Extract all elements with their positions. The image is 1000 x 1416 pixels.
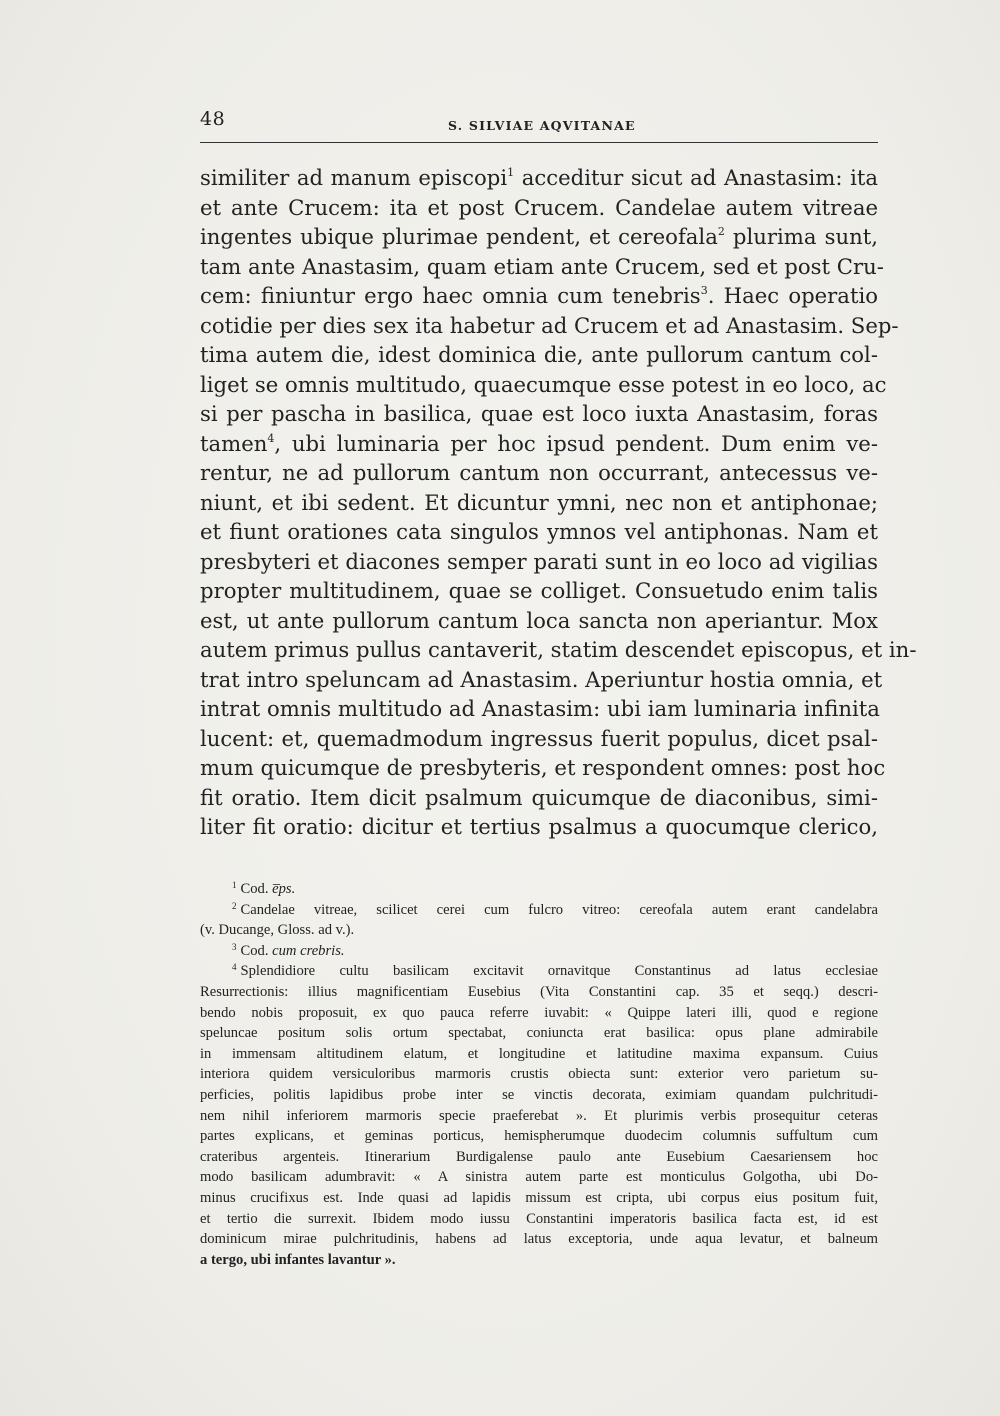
main-text-body — [200, 163, 917, 842]
running-head: S. SILVIAE AQVITANAE — [448, 118, 636, 133]
text-line: si per pascha in basilica, quae est loco iuxta Anastasim, foras — [200, 401, 878, 426]
text-line: tamen$^4$, ubi luminaria per hoc ipsud pendent. Dum enim ve- — [200, 430, 878, 456]
footnote-2-cont: (v. Ducange, Gloss. ad v.). — [200, 922, 355, 939]
text-line: intrat omnis multitudo ad Anastasim: ubi iam luminaria infinita — [200, 696, 880, 721]
footnote-4-line: interiora quidem versiculoribus marmoris crustis obiecta sunt: exterior vero parietum su- — [200, 1066, 878, 1083]
page-header — [200, 108, 878, 143]
text-line: tima autem die, idest dominica die, ante pullorum cantum col- — [200, 342, 878, 367]
text-line: cotidie per dies sex ita habetur ad Crucem et ad Anastasim. Sep- — [200, 312, 899, 338]
text-line: mum quicumque de presbyteris, et respondent omnes: post hoc — [200, 755, 886, 780]
text-line: presbyteri et diacones semper parati sunt in eo loco ad vigilias — [200, 548, 878, 574]
page-number: 48 — [200, 108, 226, 130]
text-line: autem primus pullus cantaverit, statim descendet episcopus, et in- — [200, 637, 917, 662]
footnote-4-line: bendo nobis proposuit, ex quo pauca referre iuvabit: « Quippe lateri illi, quod e regione — [200, 1004, 878, 1021]
footnote-4: $^4$ Splendidiore cultu basilicam excitavit ornavitque Constantinus ad latus ecclesiae — [232, 962, 878, 980]
text-line: similiter ad manum episcopi$^1$ acceditur sicut ad Anastasim: ita — [200, 165, 879, 190]
footnote-4-line: perficies, politis lapidibus probe inter se vinctis decorata, eximiam quandam pulchritudi- — [200, 1086, 878, 1103]
text-line: et ante Crucem: ita et post Crucem. Candelae autem vitreae — [200, 194, 878, 220]
text-line: rentur, ne ad pullorum cantum non occurrant, antecessus ve- — [200, 460, 878, 485]
footnote-3: $^3$ Cod. cum crebris. — [232, 941, 345, 959]
text-line: est, ut ante pullorum cantum loca sancta non aperiantur. Mox — [200, 607, 878, 633]
footnote-4-line: partes explicans, et geminas porticus, hemispherumque duodecim columnis suffultum cum — [200, 1128, 878, 1145]
footnotes — [200, 879, 878, 1270]
footnote-4-line: modo basilicam adumbravit: « A sinistra autem parte est monticulus Golgotha, ubi Do- — [200, 1169, 878, 1186]
text-line: propter multitudinem, quae se colliget. Consuetudo enim talis — [200, 578, 878, 603]
text-line: et fiunt orationes cata singulos ymnos vel antiphonas. Nam et — [200, 519, 878, 544]
footnote-ref[interactable]: 4 — [267, 431, 275, 445]
text-line: tam ante Anastasim, quam etiam ante Crucem, sed et post Cru- — [200, 253, 884, 279]
footnote-4-line: dominicum mirae pulchritudinis, habens ad latus exceptoria, unde aqua levatur, et balneum — [200, 1231, 878, 1248]
footnote-ref[interactable]: 3 — [700, 284, 708, 297]
footnote-4-line: et tertio die surrexit. Ibidem modo iussu Constantini imperatoris basilica facta est, id est — [200, 1210, 878, 1227]
footnote-4-line: a tergo, ubi infantes lavantur ». — [200, 1251, 396, 1268]
footnote-4-line: crateribus argenteis. Itinerarium Burdigalense paulo ante Eusebium Caesariensem hoc — [200, 1148, 878, 1165]
footnote-4-line: minus crucifixus est. Inde quasi ad lapidis missum est cripta, ubi corpus eius positum fuit, — [200, 1189, 878, 1206]
text-line: lucent: et, quemadmodum ingressus fuerit populus, dicet psal- — [200, 725, 878, 751]
footnote-ref[interactable]: 2 — [717, 225, 725, 238]
text-line: niunt, et ibi sedent. Et dicuntur ymni, nec non et antiphonae; — [200, 489, 878, 515]
footnote-2: $^2$ Candelae vitreae, scilicet cerei cum fulcro vitreo: cereofala autem erant candelabra — [232, 900, 878, 918]
text-line: liter fit oratio: dicitur et tertius psalmus a quocumque clerico, — [200, 814, 878, 839]
text-line: trat intro speluncam ad Anastasim. Aperiuntur hostia omnia, et — [200, 666, 883, 692]
text-line: cem: finiuntur ergo haec omnia cum tenebris$^3$. Haec operatio — [200, 283, 878, 308]
text-line: ingentes ubique plurimae pendent, et cereofala$^2$ plurima sunt, — [200, 224, 878, 249]
footnote-4-line: nem nihil inferiorem marmoris specie praeferebat ». Et plurimis verbis prosequitur ceteras — [200, 1107, 878, 1124]
footnote-4-line: in immensam altitudinem elatum, et longitudine et latitudine maxima expansum. Cuius — [200, 1045, 878, 1062]
footnote-4-line: speluncae positum solis ortum spectabat, coniuncta erat basilica: opus plane admirabile — [200, 1025, 878, 1042]
footnote-4-line: Resurrectionis: illius magnificentiam Eusebius (Vita Constantini cap. 35 et seqq.) descri- — [200, 983, 878, 1000]
text-line: fit oratio. Item dicit psalmum quicumque de diaconibus, simi- — [200, 784, 878, 810]
text-line: liget se omnis multitudo, quaecumque esse potest in eo loco, ac — [200, 371, 887, 397]
footnote-1: $^1$ Cod. e̅ps. — [232, 880, 296, 897]
footnote-ref[interactable]: 1 — [507, 166, 515, 179]
